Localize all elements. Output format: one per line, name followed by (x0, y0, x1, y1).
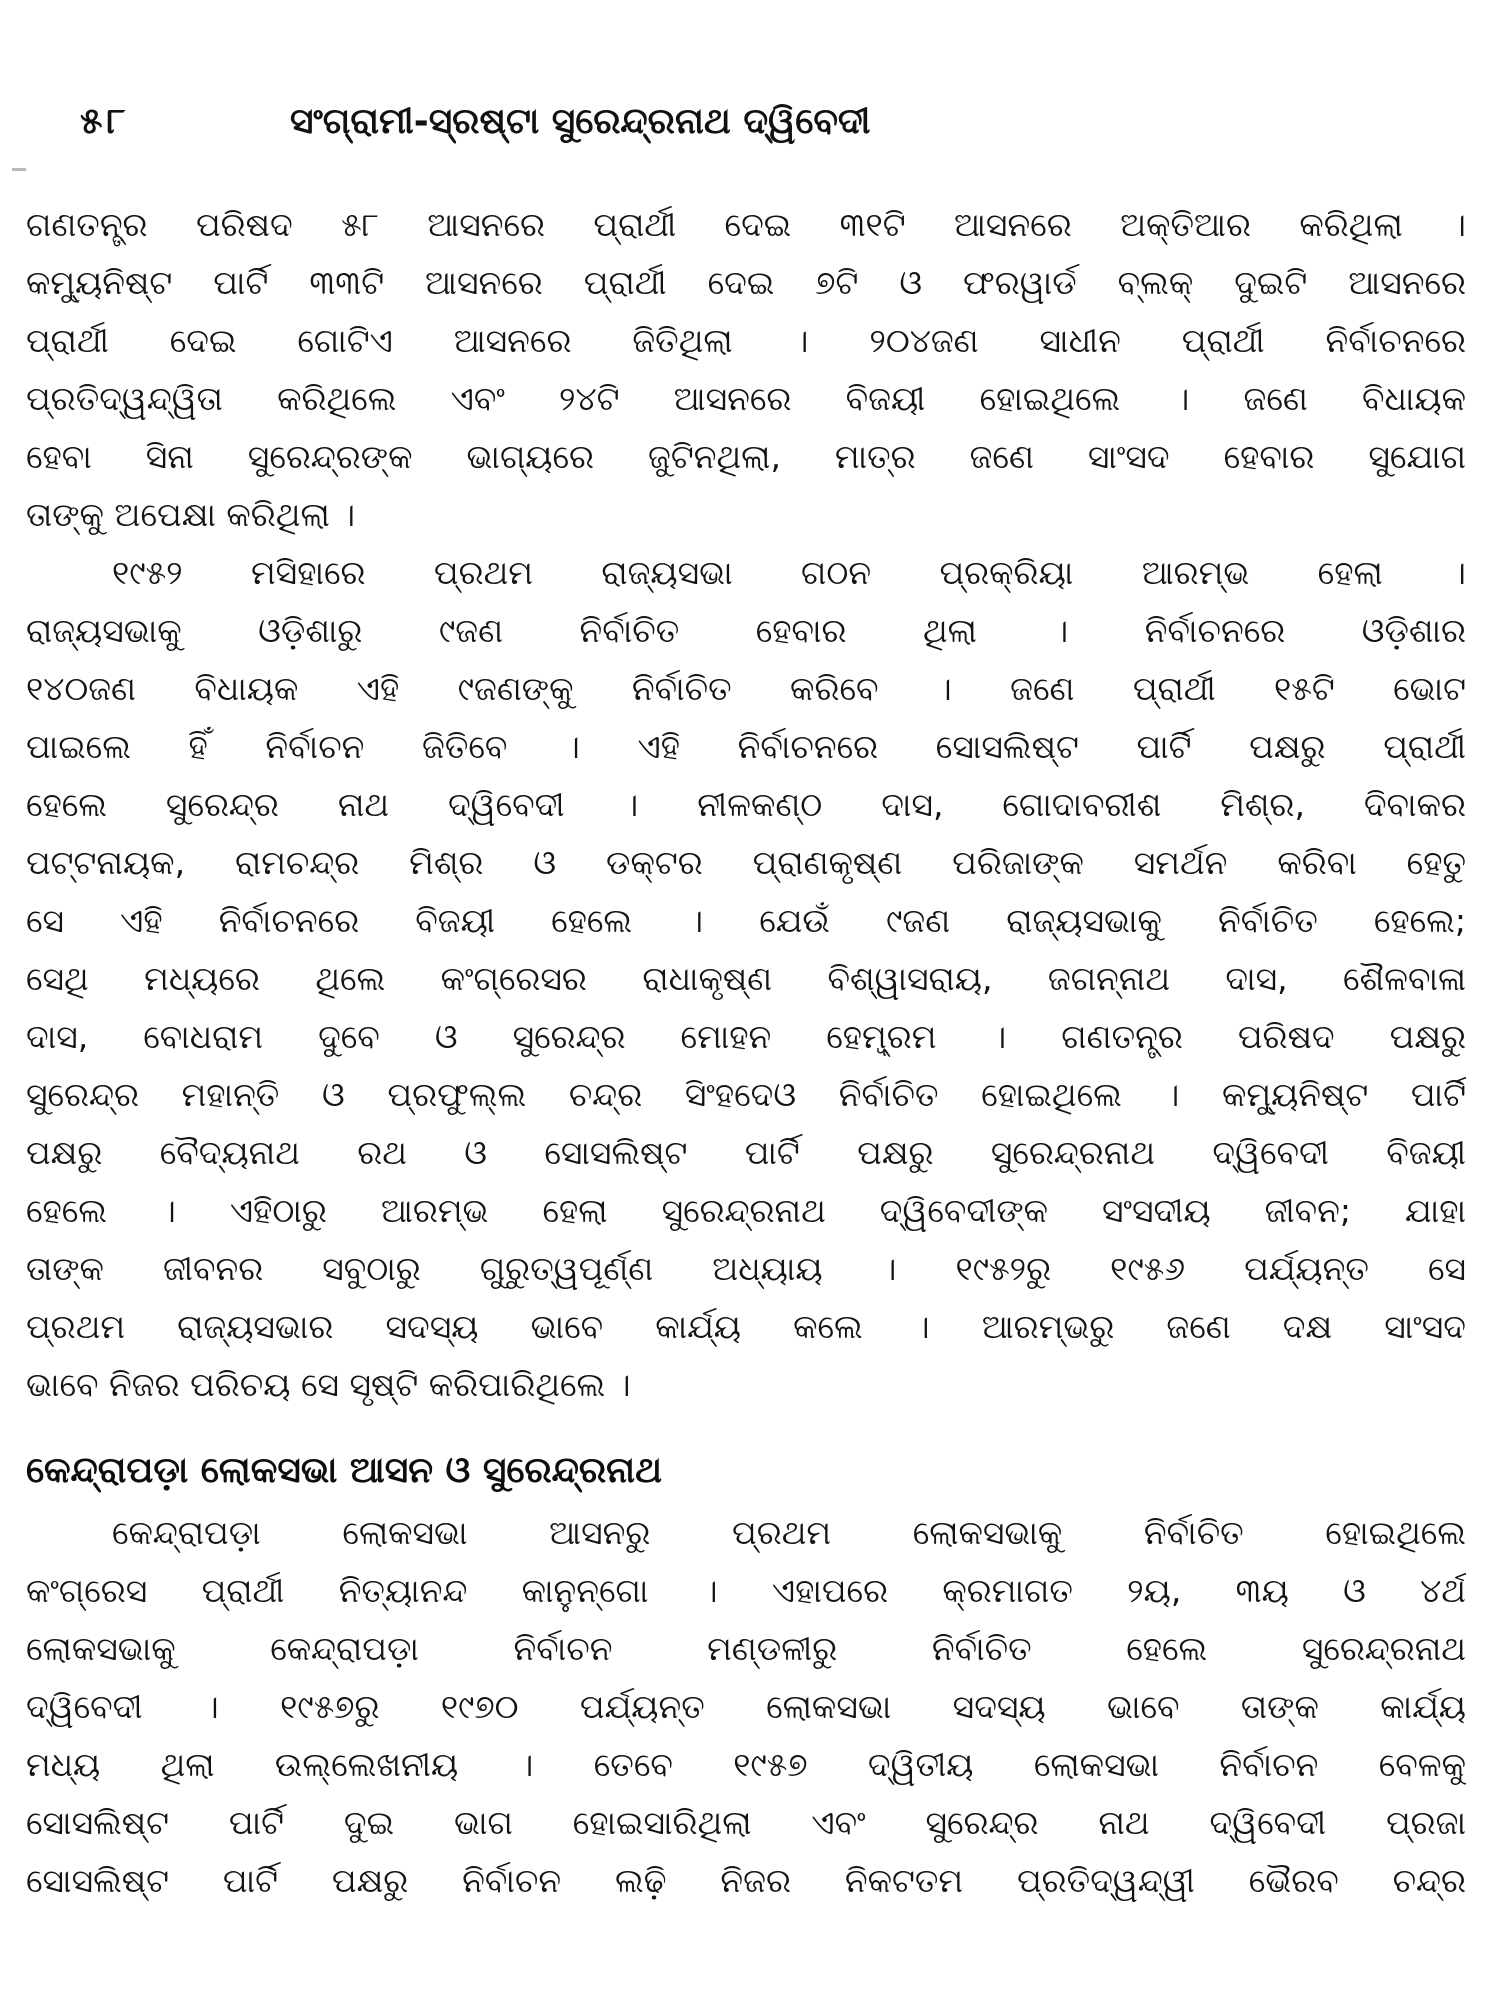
scan-artifact (12, 168, 26, 171)
text-line: ୧୯୫୨ ମସିହାରେ ପ୍ରଥମ ରାଜ୍ୟସଭା ଗଠନ ପ୍ରକ୍ରିୟା ଆରମ୍ଭ ହେଲା । (112, 553, 1466, 592)
text-line: ହେଲେ । ଏହିଠାରୁ ଆରମ୍ଭ ହେଲା ସୁରେନ୍ଦ୍ରନାଥ ଦ୍ୱିବେଦୀଙ୍କ ସଂସଦୀୟ ଜୀବନ; ଯାହା (26, 1191, 1466, 1230)
text-line: ଦ୍ୱିବେଦୀ । ୧୯୫୭ରୁ ୧୯୭୦ ପର୍ଯ୍ୟନ୍ତ ଲୋକସଭା ସଦସ୍ୟ ଭାବେ ତାଙ୍କ କାର୍ଯ୍ୟ (26, 1687, 1466, 1726)
running-header (80, 92, 1380, 152)
section-heading: କେନ୍ଦ୍ରାପଡ଼ା ଲୋକସଭା ଆସନ ଓ ସୁରେନ୍ଦ୍ରନାଥ (26, 1450, 662, 1491)
running-title: ସଂଗ୍ରାମୀ-ସ୍ରଷ୍ଟା ସୁରେନ୍ଦ୍ରନାଥ ଦ୍ୱିବେଦୀ (290, 101, 871, 142)
text-line: ଦାସ, ବୋଧରାମ ଦୁବେ ଓ ସୁରେନ୍ଦ୍ର ମୋହନ ହେମ୍ବ୍ରମ । ଗଣତନ୍ତ୍ର ପରିଷଦ ପକ୍ଷରୁ (26, 1017, 1466, 1056)
page-number: ୫୮ (80, 101, 130, 142)
text-line: ହେଲେ ସୁରେନ୍ଦ୍ର ନାଥ ଦ୍ୱିବେଦୀ । ନୀଳକଣ୍ଠ ଦାସ, ଗୋଦାବରୀଶ ମିଶ୍ର, ଦିବାକର (26, 785, 1466, 824)
text-line: ସେଥି ମଧ୍ୟରେ ଥିଲେ କଂଗ୍ରେସର ରାଧାକୃଷ୍ଣ ବିଶ୍ୱାସରାୟ, ଜଗନ୍ନାଥ ଦାସ, ଶୈଳବାଳା (26, 959, 1466, 998)
body-text (26, 196, 1466, 1910)
text-line: ଗଣତନ୍ତ୍ର ପରିଷଦ ୫୮ ଆସନରେ ପ୍ରାର୍ଥୀ ଦେଇ ୩୧ଟି ଆସନରେ ଅକ୍ତିଆର କରିଥିଲା । (26, 205, 1466, 244)
text-line: ସେ ଏହି ନିର୍ବାଚନରେ ବିଜୟୀ ହେଲେ । ଯେଉଁ ୯ଜଣ ରାଜ୍ୟସଭାକୁ ନିର୍ବାଚିତ ହେଲେ; (26, 901, 1466, 940)
text-line: ହେବା ସିନା ସୁରେନ୍ଦ୍ରଙ୍କ ଭାଗ୍ୟରେ ଜୁଟିନଥିଲା, ମାତ୍ର ଜଣେ ସାଂସଦ ହେବାର ସୁଯୋଗ (26, 437, 1466, 476)
text-line: କେନ୍ଦ୍ରାପଡ଼ା ଲୋକସଭା ଆସନରୁ ପ୍ରଥମ ଲୋକସଭାକୁ ନିର୍ବାଚିତ ହୋଇଥିଲେ (112, 1513, 1466, 1552)
text-line: ସୋସଲିଷ୍ଟ ପାର୍ଟି ପକ୍ଷରୁ ନିର୍ବାଚନ ଲଢ଼ି ନିଜର ନିକଟତମ ପ୍ରତିଦ୍ୱନ୍ଦ୍ୱୀ ଭୈରବ ଚନ୍ଦ୍ର (26, 1861, 1466, 1900)
text-line: ପାଇଲେ ହିଁ ନିର୍ବାଚନ ଜିତିବେ । ଏହି ନିର୍ବାଚନରେ ସୋସଲିଷ୍ଟ ପାର୍ଟି ପକ୍ଷରୁ ପ୍ରାର୍ଥୀ (26, 727, 1466, 766)
text-line: ରାଜ୍ୟସଭାକୁ ଓଡ଼ିଶାରୁ ୯ଜଣ ନିର୍ବାଚିତ ହେବାର ଥିଲା । ନିର୍ବାଚନରେ ଓଡ଼ିଶାର (26, 611, 1466, 650)
text-line: ୧୪୦ଜଣ ବିଧାୟକ ଏହି ୯ଜଣଙ୍କୁ ନିର୍ବାଚିତ କରିବେ । ଜଣେ ପ୍ରାର୍ଥୀ ୧୫ଟି ଭୋଟ (26, 669, 1466, 708)
text-line: କଂଗ୍ରେସ ପ୍ରାର୍ଥୀ ନିତ୍ୟାନନ୍ଦ କାନୁନ୍‌ଗୋ । ଏହାପରେ କ୍ରମାଗତ ୨ୟ, ୩ୟ ଓ ୪ର୍ଥ (26, 1571, 1466, 1610)
text-line: ତାଙ୍କ ଜୀବନର ସବୁଠାରୁ ଗୁରୁତ୍ୱପୂର୍ଣ୍ଣ ଅଧ୍ୟାୟ । ୧୯୫୨ରୁ ୧୯୫୬ ପର୍ଯ୍ୟନ୍ତ ସେ (26, 1249, 1466, 1288)
text-line: ପ୍ରତିଦ୍ୱନ୍ଦ୍ୱିତା କରିଥିଲେ ଏବଂ ୨୪ଟି ଆସନରେ ବିଜୟୀ ହୋଇଥିଲେ । ଜଣେ ବିଧାୟକ (26, 379, 1466, 418)
text-line: କମ୍ୟୁନିଷ୍ଟ ପାର୍ଟି ୩୩ଟି ଆସନରେ ପ୍ରାର୍ଥୀ ଦେଇ ୭ଟି ଓ ଫରୱାର୍ଡ ବ୍ଲକ୍ ଦୁଇଟି ଆସନରେ (26, 263, 1466, 302)
text-line: ମଧ୍ୟ ଥିଲା ଉଲ୍ଲେଖନୀୟ । ତେବେ ୧୯୫୭ ଦ୍ୱିତୀୟ ଲୋକସଭା ନିର୍ବାଚନ ବେଳକୁ (26, 1745, 1466, 1784)
text-line: ପ୍ରଥମ ରାଜ୍ୟସଭାର ସଦସ୍ୟ ଭାବେ କାର୍ଯ୍ୟ କଲେ । ଆରମ୍ଭରୁ ଜଣେ ଦକ୍ଷ ସାଂସଦ (26, 1307, 1466, 1346)
text-line: ପଟ୍ଟନାୟକ, ରାମଚନ୍ଦ୍ର ମିଶ୍ର ଓ ଡକ୍ଟର ପ୍ରାଣକୃଷ୍ଣ ପରିଜାଙ୍କ ସମର୍ଥନ କରିବା ହେତୁ (26, 843, 1466, 882)
text-line: ପକ୍ଷରୁ ବୈଦ୍ୟନାଥ ରଥ ଓ ସୋସଲିଷ୍ଟ ପାର୍ଟି ପକ୍ଷରୁ ସୁରେନ୍ଦ୍ରନାଥ ଦ୍ୱିବେଦୀ ବିଜୟୀ (26, 1133, 1466, 1172)
text-line: ସୋସଲିଷ୍ଟ ପାର୍ଟି ଦୁଇ ଭାଗ ହୋଇସାରିଥିଲା ଏବଂ ସୁରେନ୍ଦ୍ର ନାଥ ଦ୍ୱିବେଦୀ ପ୍ରଜା (26, 1803, 1466, 1842)
text-line: ଭାବେ ନିଜର ପରିଚୟ ସେ ସୃଷ୍ଟି କରିପାରିଥିଲେ । (26, 1365, 631, 1404)
text-line: ଲୋକସଭାକୁ କେନ୍ଦ୍ରାପଡ଼ା ନିର୍ବାଚନ ମଣ୍ଡଳୀରୁ ନିର୍ବାଚିତ ହେଲେ ସୁରେନ୍ଦ୍ରନାଥ (26, 1629, 1466, 1668)
paragraph-gap (26, 1414, 1466, 1438)
text-line: ସୁରେନ୍ଦ୍ର ମହାନ୍ତି ଓ ପ୍ରଫୁଲ୍ଲ ଚନ୍ଦ୍ର ସିଂହଦେଓ ନିର୍ବାଚିତ ହୋଇଥିଲେ । କମ୍ୟୁନିଷ୍ଟ ପାର୍ଟି (26, 1075, 1466, 1114)
text-line: ତାଙ୍କୁ ଅପେକ୍ଷା କରିଥିଲା । (26, 495, 356, 534)
text-line: ପ୍ରାର୍ଥୀ ଦେଇ ଗୋଟିଏ ଆସନରେ ଜିତିଥିଲା । ୨୦୪ଜଣ ସାଧୀନ ପ୍ରାର୍ଥୀ ନିର୍ବାଚନରେ (26, 321, 1466, 360)
